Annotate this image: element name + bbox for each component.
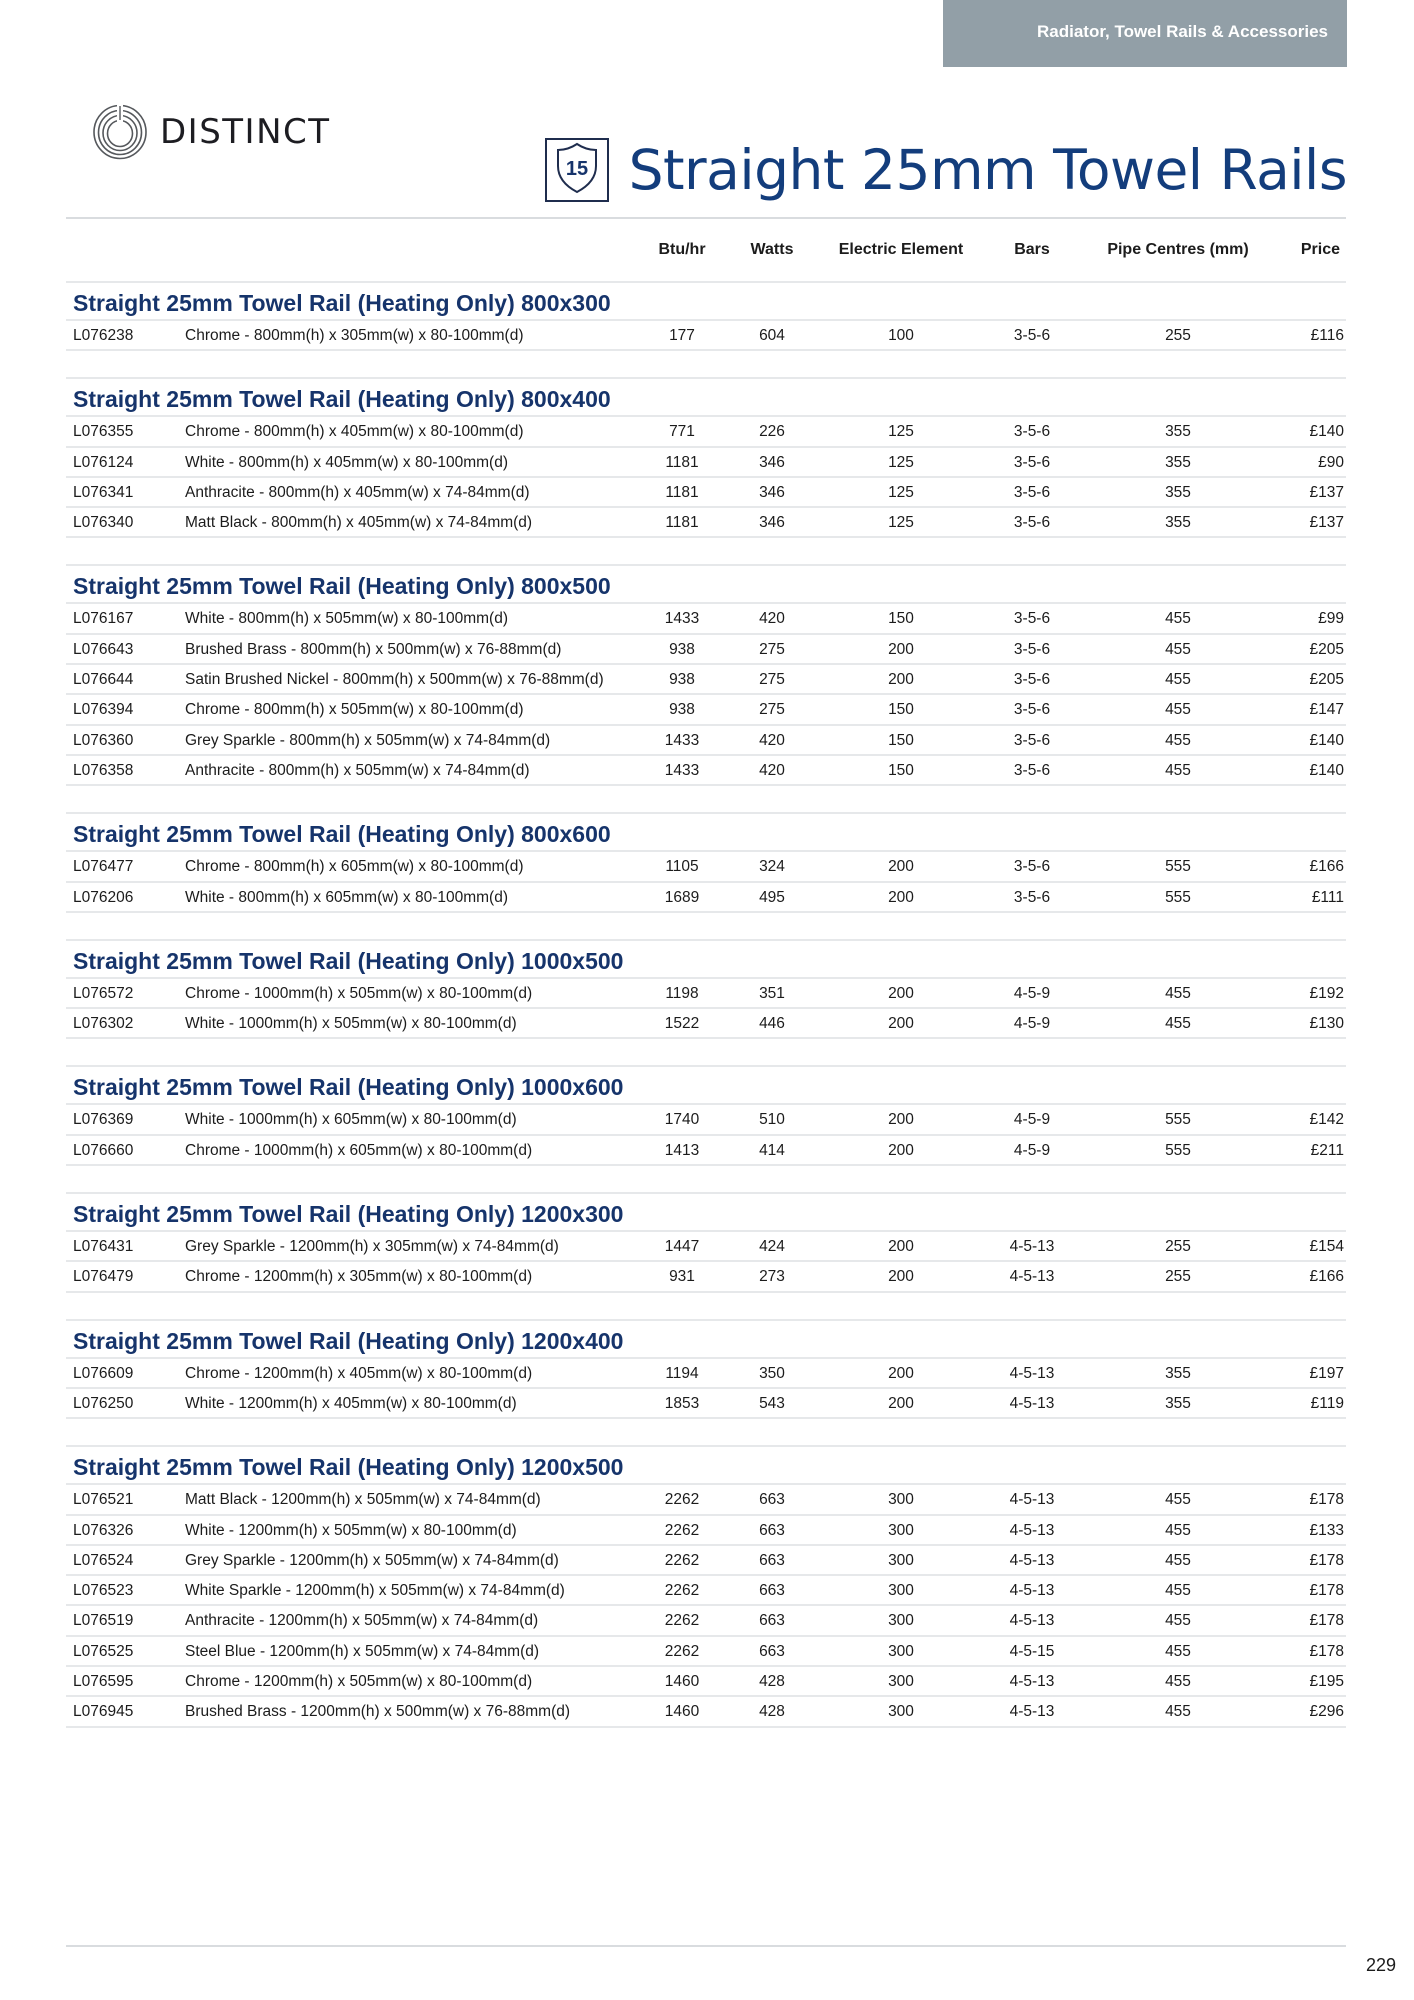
table-header <box>66 219 1346 281</box>
btu-value: 931 <box>669 1268 695 1286</box>
product-description: Brushed Brass - 1200mm(h) x 500mm(w) x 76-88mm(d) <box>185 1703 571 1721</box>
price-value: £140 <box>1309 423 1344 441</box>
electric-element-value: 200 <box>888 671 914 689</box>
pipe-centres-value: 455 <box>1165 731 1191 749</box>
btu-value: 1194 <box>665 1364 699 1382</box>
watts-value: 351 <box>759 984 785 1002</box>
electric-element-value: 150 <box>888 761 914 779</box>
bars-value: 4-5-9 <box>1013 1015 1051 1033</box>
product-group <box>66 564 1346 786</box>
product-description: Steel Blue - 1200mm(h) x 505mm(w) x 74-84mm(d) <box>185 1642 540 1660</box>
group-title: Straight 25mm Towel Rail (Heating Only) 800x300 <box>66 283 1346 321</box>
product-description: Brushed Brass - 800mm(h) x 500mm(w) x 76-88mm(d) <box>185 640 562 658</box>
table-row <box>66 508 1346 538</box>
product-group <box>66 1319 1346 1420</box>
price-value: £296 <box>1309 1703 1344 1721</box>
group-title: Straight 25mm Towel Rail (Heating Only) 1200x400 <box>66 1321 1346 1359</box>
footer-divider <box>66 1945 1346 1947</box>
btu-value: 1522 <box>664 1015 700 1033</box>
bars-value: 3-5-6 <box>1013 731 1051 749</box>
price-value: £166 <box>1309 1268 1344 1286</box>
price-value: £137 <box>1309 514 1344 532</box>
product-code: L076250 <box>73 1394 134 1412</box>
watts-value: 350 <box>759 1364 785 1382</box>
product-description: Matt Black - 1200mm(h) x 505mm(w) x 74-84mm(d) <box>185 1491 541 1509</box>
pipe-centres-value: 555 <box>1165 1141 1191 1159</box>
table-row <box>66 1105 1346 1135</box>
table-row <box>66 1546 1346 1576</box>
product-description: Matt Black - 800mm(h) x 405mm(w) x 74-84mm(d) <box>185 514 533 532</box>
price-value: £133 <box>1309 1521 1344 1539</box>
bars-value: 4-5-13 <box>1009 1268 1055 1286</box>
electric-element-value: 300 <box>888 1491 914 1509</box>
product-description: Chrome - 800mm(h) x 305mm(w) x 80-100mm(d) <box>185 327 524 344</box>
table-row <box>66 1009 1346 1039</box>
table-row <box>66 1389 1346 1419</box>
electric-element-value: 125 <box>888 483 914 501</box>
pipe-centres-value: 355 <box>1165 1364 1191 1382</box>
col-header-watts: Watts <box>750 241 794 258</box>
product-code: L076945 <box>73 1703 134 1721</box>
btu-value: 938 <box>669 640 695 658</box>
btu-value: 2262 <box>664 1582 700 1600</box>
watts-value: 275 <box>759 640 785 658</box>
bars-value: 4-5-9 <box>1013 1141 1051 1159</box>
price-value: £205 <box>1309 671 1344 689</box>
watts-value: 273 <box>759 1268 785 1286</box>
electric-element-value: 300 <box>888 1582 914 1600</box>
product-code: L076523 <box>73 1582 134 1600</box>
watts-value: 346 <box>759 514 785 532</box>
price-value: £178 <box>1309 1551 1344 1569</box>
btu-value: 1105 <box>665 858 699 876</box>
product-table <box>66 281 1346 1728</box>
table-row <box>66 665 1346 695</box>
table-row <box>66 1697 1346 1727</box>
watts-value: 428 <box>759 1673 785 1691</box>
brand-logo <box>92 104 331 160</box>
electric-element-value: 200 <box>888 1238 914 1256</box>
table-row <box>66 726 1346 756</box>
col-header-bars: Bars <box>1014 241 1050 258</box>
watts-value: 663 <box>759 1642 785 1660</box>
bars-value: 3-5-6 <box>1013 858 1051 876</box>
price-value: £140 <box>1309 761 1344 779</box>
product-description: Chrome - 1200mm(h) x 305mm(w) x 80-100mm(d) <box>185 1268 533 1286</box>
pipe-centres-value: 355 <box>1165 483 1191 501</box>
electric-element-value: 125 <box>888 514 914 532</box>
pipe-centres-value: 455 <box>1165 640 1191 658</box>
bars-value: 3-5-6 <box>1013 888 1051 906</box>
product-description: White - 1200mm(h) x 405mm(w) x 80-100mm(d) <box>185 1394 517 1412</box>
product-code: L076519 <box>73 1612 134 1630</box>
product-code: L076525 <box>73 1642 134 1660</box>
table-row <box>66 1576 1346 1606</box>
pipe-centres-value: 455 <box>1165 1582 1191 1600</box>
product-code: L076431 <box>73 1238 134 1256</box>
group-title: Straight 25mm Towel Rail (Heating Only) 800x600 <box>66 814 1346 852</box>
product-group <box>66 281 1346 351</box>
product-description: White - 800mm(h) x 605mm(w) x 80-100mm(d) <box>185 888 508 906</box>
product-code: L076643 <box>73 640 134 658</box>
bars-value: 3-5-6 <box>1013 671 1051 689</box>
bars-value: 4-5-13 <box>1009 1612 1055 1630</box>
watts-value: 428 <box>759 1703 785 1721</box>
watts-value: 604 <box>759 327 785 344</box>
product-description: White - 1000mm(h) x 605mm(w) x 80-100mm(d) <box>185 1111 517 1129</box>
product-description: Satin Brushed Nickel - 800mm(h) x 500mm(w) x 76-88mm(d) <box>185 671 604 689</box>
watts-value: 420 <box>759 761 785 779</box>
pipe-centres-value: 255 <box>1165 1268 1191 1286</box>
pipe-centres-value: 555 <box>1165 888 1191 906</box>
electric-element-value: 300 <box>888 1551 914 1569</box>
bars-value: 4-5-15 <box>1009 1642 1055 1660</box>
product-description: Anthracite - 1200mm(h) x 505mm(w) x 74-84mm(d) <box>185 1612 539 1630</box>
watts-value: 414 <box>759 1141 785 1159</box>
watts-value: 424 <box>759 1238 785 1256</box>
product-group <box>66 939 1346 1040</box>
pipe-centres-value: 455 <box>1165 610 1191 628</box>
table-row <box>66 1606 1346 1636</box>
pipe-centres-value: 555 <box>1165 1111 1191 1129</box>
electric-element-value: 150 <box>888 610 914 628</box>
btu-value: 1460 <box>664 1703 700 1721</box>
table-row <box>66 321 1346 351</box>
electric-element-value: 300 <box>888 1673 914 1691</box>
product-description: Grey Sparkle - 1200mm(h) x 305mm(w) x 74-84mm(d) <box>185 1238 559 1256</box>
table-row <box>66 695 1346 725</box>
guarantee-badge <box>545 138 609 202</box>
group-title: Straight 25mm Towel Rail (Heating Only) 1000x600 <box>66 1067 1346 1105</box>
btu-value: 1853 <box>664 1394 700 1412</box>
electric-element-value: 200 <box>888 1364 914 1382</box>
electric-element-value: 150 <box>888 701 914 719</box>
watts-value: 663 <box>759 1582 785 1600</box>
watts-value: 663 <box>759 1612 785 1630</box>
watts-value: 543 <box>759 1394 785 1412</box>
btu-value: 1181 <box>665 453 699 471</box>
electric-element-value: 200 <box>888 858 914 876</box>
page-number: 229 <box>1365 1955 1396 1975</box>
product-description: White - 1200mm(h) x 505mm(w) x 80-100mm(d) <box>185 1521 517 1539</box>
price-value: £116 <box>1310 327 1344 344</box>
group-title: Straight 25mm Towel Rail (Heating Only) 1200x500 <box>66 1447 1346 1485</box>
product-code: L076524 <box>73 1551 134 1569</box>
watts-value: 663 <box>759 1521 785 1539</box>
group-title: Straight 25mm Towel Rail (Heating Only) 1200x300 <box>66 1194 1346 1232</box>
electric-element-value: 200 <box>888 640 914 658</box>
price-value: £99 <box>1318 610 1344 628</box>
table-row <box>66 1667 1346 1697</box>
price-value: £192 <box>1309 984 1344 1002</box>
bars-value: 3-5-6 <box>1013 327 1051 344</box>
group-title: Straight 25mm Towel Rail (Heating Only) 1000x500 <box>66 941 1346 979</box>
price-value: £140 <box>1309 731 1344 749</box>
pipe-centres-value: 455 <box>1165 1521 1191 1539</box>
bars-value: 4-5-13 <box>1009 1521 1055 1539</box>
product-code: L076595 <box>73 1673 134 1691</box>
product-code: L076355 <box>73 423 134 441</box>
brand-name: DISTINCT <box>160 112 331 152</box>
bars-value: 3-5-6 <box>1013 514 1051 532</box>
product-group <box>66 812 1346 913</box>
pipe-centres-value: 455 <box>1165 1612 1191 1630</box>
electric-element-value: 200 <box>888 1015 914 1033</box>
pipe-centres-value: 355 <box>1165 453 1191 471</box>
product-group <box>66 377 1346 538</box>
product-code: L076521 <box>73 1491 134 1509</box>
electric-element-value: 125 <box>888 453 914 471</box>
price-value: £154 <box>1309 1238 1344 1256</box>
electric-element-value: 150 <box>888 731 914 749</box>
btu-value: 938 <box>669 671 695 689</box>
price-value: £142 <box>1309 1111 1344 1129</box>
product-description: Grey Sparkle - 1200mm(h) x 505mm(w) x 74-84mm(d) <box>185 1551 559 1569</box>
pipe-centres-value: 355 <box>1165 423 1191 441</box>
btu-value: 2262 <box>664 1612 700 1630</box>
price-value: £178 <box>1309 1612 1344 1630</box>
product-description: Chrome - 800mm(h) x 605mm(w) x 80-100mm(d) <box>185 858 524 876</box>
watts-value: 346 <box>759 453 785 471</box>
watts-value: 495 <box>759 888 785 906</box>
concentric-rings-logo-icon <box>92 104 148 160</box>
btu-value: 177 <box>669 327 695 344</box>
price-value: £166 <box>1309 858 1344 876</box>
product-description: White - 800mm(h) x 405mm(w) x 80-100mm(d) <box>185 453 508 471</box>
bars-value: 4-5-13 <box>1009 1491 1055 1509</box>
electric-element-value: 100 <box>888 327 914 344</box>
watts-value: 420 <box>759 610 785 628</box>
watts-value: 324 <box>759 858 785 876</box>
section-tab <box>943 0 1347 67</box>
electric-element-value: 200 <box>888 1141 914 1159</box>
watts-value: 510 <box>759 1111 785 1129</box>
bars-value: 3-5-6 <box>1013 453 1051 471</box>
col-header-price: Price <box>1300 241 1340 258</box>
product-code: L076394 <box>73 701 134 719</box>
product-description: Chrome - 800mm(h) x 505mm(w) x 80-100mm(d) <box>185 701 524 719</box>
product-group <box>66 1065 1346 1166</box>
price-value: £119 <box>1310 1394 1344 1412</box>
pipe-centres-value: 455 <box>1165 1491 1191 1509</box>
product-description: White - 1000mm(h) x 505mm(w) x 80-100mm(d) <box>185 1015 517 1033</box>
table-row <box>66 1359 1346 1389</box>
watts-value: 663 <box>759 1551 785 1569</box>
electric-element-value: 200 <box>888 1268 914 1286</box>
watts-value: 226 <box>759 423 785 441</box>
watts-value: 446 <box>759 1015 785 1033</box>
btu-value: 1181 <box>665 514 699 532</box>
price-value: £178 <box>1309 1642 1344 1660</box>
product-code: L076302 <box>73 1015 134 1033</box>
bars-value: 4-5-13 <box>1009 1703 1055 1721</box>
bars-value: 4-5-13 <box>1009 1551 1055 1569</box>
pipe-centres-value: 555 <box>1165 858 1191 876</box>
price-value: £178 <box>1309 1491 1344 1509</box>
product-code: L076660 <box>73 1141 134 1159</box>
electric-element-value: 200 <box>888 1394 914 1412</box>
page-title: Straight 25mm Towel Rails <box>628 138 1347 202</box>
price-value: £211 <box>1310 1141 1344 1159</box>
btu-value: 2262 <box>664 1491 700 1509</box>
price-value: £130 <box>1309 1015 1344 1033</box>
price-value: £90 <box>1318 453 1344 471</box>
product-description: Chrome - 1200mm(h) x 405mm(w) x 80-100mm(d) <box>185 1364 533 1382</box>
table-row <box>66 883 1346 913</box>
bars-value: 4-5-9 <box>1013 984 1051 1002</box>
pipe-centres-value: 455 <box>1165 1015 1191 1033</box>
product-group <box>66 1445 1346 1727</box>
btu-value: 1413 <box>664 1141 700 1159</box>
product-code: L076477 <box>73 858 134 876</box>
btu-value: 1447 <box>664 1238 700 1256</box>
pipe-centres-value: 355 <box>1165 514 1191 532</box>
table-row <box>66 478 1346 508</box>
electric-element-value: 125 <box>888 423 914 441</box>
bars-value: 4-5-13 <box>1009 1238 1055 1256</box>
btu-value: 1181 <box>665 483 699 501</box>
table-row <box>66 1485 1346 1515</box>
product-description: Chrome - 1000mm(h) x 605mm(w) x 80-100mm(d) <box>185 1141 533 1159</box>
product-code: L076167 <box>73 610 134 628</box>
product-code: L076206 <box>73 888 134 906</box>
btu-value: 1198 <box>665 984 699 1002</box>
pipe-centres-value: 455 <box>1165 1673 1191 1691</box>
btu-value: 2262 <box>664 1642 700 1660</box>
btu-value: 938 <box>669 701 695 719</box>
col-header-pipe-centres: Pipe Centres (mm) <box>1107 241 1249 258</box>
pipe-centres-value: 455 <box>1165 1551 1191 1569</box>
product-code: L076326 <box>73 1521 134 1539</box>
table-row <box>66 1232 1346 1262</box>
bars-value: 4-5-13 <box>1009 1394 1055 1412</box>
watts-value: 420 <box>759 731 785 749</box>
pipe-centres-value: 455 <box>1165 701 1191 719</box>
watts-value: 663 <box>759 1491 785 1509</box>
table-row <box>66 635 1346 665</box>
product-code: L076340 <box>73 514 134 532</box>
price-value: £195 <box>1309 1673 1344 1691</box>
product-description: White - 800mm(h) x 505mm(w) x 80-100mm(d) <box>185 610 508 628</box>
btu-value: 1740 <box>664 1111 700 1129</box>
bars-value: 3-5-6 <box>1013 610 1051 628</box>
product-description: Grey Sparkle - 800mm(h) x 505mm(w) x 74-84mm(d) <box>185 731 551 749</box>
price-value: £178 <box>1309 1582 1344 1600</box>
col-header-btu: Btu/hr <box>658 241 706 258</box>
product-description: White Sparkle - 1200mm(h) x 505mm(w) x 74-84mm(d) <box>185 1582 565 1600</box>
table-row <box>66 604 1346 634</box>
electric-element-value: 200 <box>888 888 914 906</box>
pipe-centres-value: 355 <box>1165 1394 1191 1412</box>
table-row <box>66 1637 1346 1667</box>
product-description: Chrome - 800mm(h) x 405mm(w) x 80-100mm(d) <box>185 423 524 441</box>
product-group <box>66 1192 1346 1293</box>
bars-value: 3-5-6 <box>1013 483 1051 501</box>
watts-value: 275 <box>759 671 785 689</box>
svg-text:15: 15 <box>565 157 588 180</box>
price-value: £197 <box>1309 1364 1344 1382</box>
bars-value: 3-5-6 <box>1013 701 1051 719</box>
electric-element-value: 300 <box>888 1703 914 1721</box>
btu-value: 1433 <box>664 610 700 628</box>
product-description: Chrome - 1200mm(h) x 505mm(w) x 80-100mm(d) <box>185 1673 533 1691</box>
watts-value: 346 <box>759 483 785 501</box>
product-code: L076358 <box>73 761 134 779</box>
product-code: L076644 <box>73 671 134 689</box>
section-tab-label: Radiator, Towel Rails & Accessories <box>1036 22 1328 41</box>
bars-value: 4-5-13 <box>1009 1364 1055 1382</box>
product-code: L076572 <box>73 984 134 1002</box>
bars-value: 4-5-13 <box>1009 1582 1055 1600</box>
group-title: Straight 25mm Towel Rail (Heating Only) 800x400 <box>66 379 1346 417</box>
title-block <box>545 138 1347 202</box>
product-code: L076479 <box>73 1268 134 1286</box>
product-code: L076341 <box>73 483 134 501</box>
electric-element-value: 200 <box>888 1111 914 1129</box>
bars-value: 4-5-9 <box>1013 1111 1051 1129</box>
col-header-electric-element: Electric Element <box>838 241 964 258</box>
watts-value: 275 <box>759 701 785 719</box>
price-value: £137 <box>1309 483 1344 501</box>
pipe-centres-value: 455 <box>1165 1642 1191 1660</box>
product-code: L076238 <box>73 327 134 344</box>
group-title: Straight 25mm Towel Rail (Heating Only) 800x500 <box>66 566 1346 604</box>
product-description: Chrome - 1000mm(h) x 505mm(w) x 80-100mm(d) <box>185 984 533 1002</box>
pipe-centres-value: 455 <box>1165 761 1191 779</box>
table-row <box>66 1516 1346 1546</box>
pipe-centres-value: 455 <box>1165 984 1191 1002</box>
shield-icon <box>554 142 600 199</box>
btu-value: 771 <box>669 423 695 441</box>
pipe-centres-value: 255 <box>1165 1238 1191 1256</box>
product-description: Anthracite - 800mm(h) x 405mm(w) x 74-84mm(d) <box>185 483 530 501</box>
table-row <box>66 1136 1346 1166</box>
bars-value: 3-5-6 <box>1013 640 1051 658</box>
product-code: L076369 <box>73 1111 134 1129</box>
product-code: L076124 <box>73 453 134 471</box>
table-row <box>66 448 1346 478</box>
price-value: £147 <box>1309 701 1344 719</box>
table-row <box>66 852 1346 882</box>
btu-value: 1689 <box>664 888 700 906</box>
bars-value: 4-5-13 <box>1009 1673 1055 1691</box>
btu-value: 2262 <box>664 1551 700 1569</box>
table-row <box>66 979 1346 1009</box>
btu-value: 1433 <box>664 761 700 779</box>
pipe-centres-value: 455 <box>1165 1703 1191 1721</box>
electric-element-value: 200 <box>888 984 914 1002</box>
product-description: Anthracite - 800mm(h) x 505mm(w) x 74-84mm(d) <box>185 761 530 779</box>
pipe-centres-value: 455 <box>1165 671 1191 689</box>
btu-value: 1433 <box>664 731 700 749</box>
product-code: L076609 <box>73 1364 134 1382</box>
electric-element-value: 300 <box>888 1521 914 1539</box>
product-code: L076360 <box>73 731 134 749</box>
table-row <box>66 756 1346 786</box>
btu-value: 2262 <box>664 1521 700 1539</box>
price-value: £205 <box>1309 640 1344 658</box>
bars-value: 3-5-6 <box>1013 761 1051 779</box>
pipe-centres-value: 255 <box>1165 327 1191 344</box>
btu-value: 1460 <box>664 1673 700 1691</box>
price-value: £111 <box>1311 888 1344 906</box>
electric-element-value: 300 <box>888 1642 914 1660</box>
table-row <box>66 1262 1346 1292</box>
bars-value: 3-5-6 <box>1013 423 1051 441</box>
table-row <box>66 417 1346 447</box>
electric-element-value: 300 <box>888 1612 914 1630</box>
